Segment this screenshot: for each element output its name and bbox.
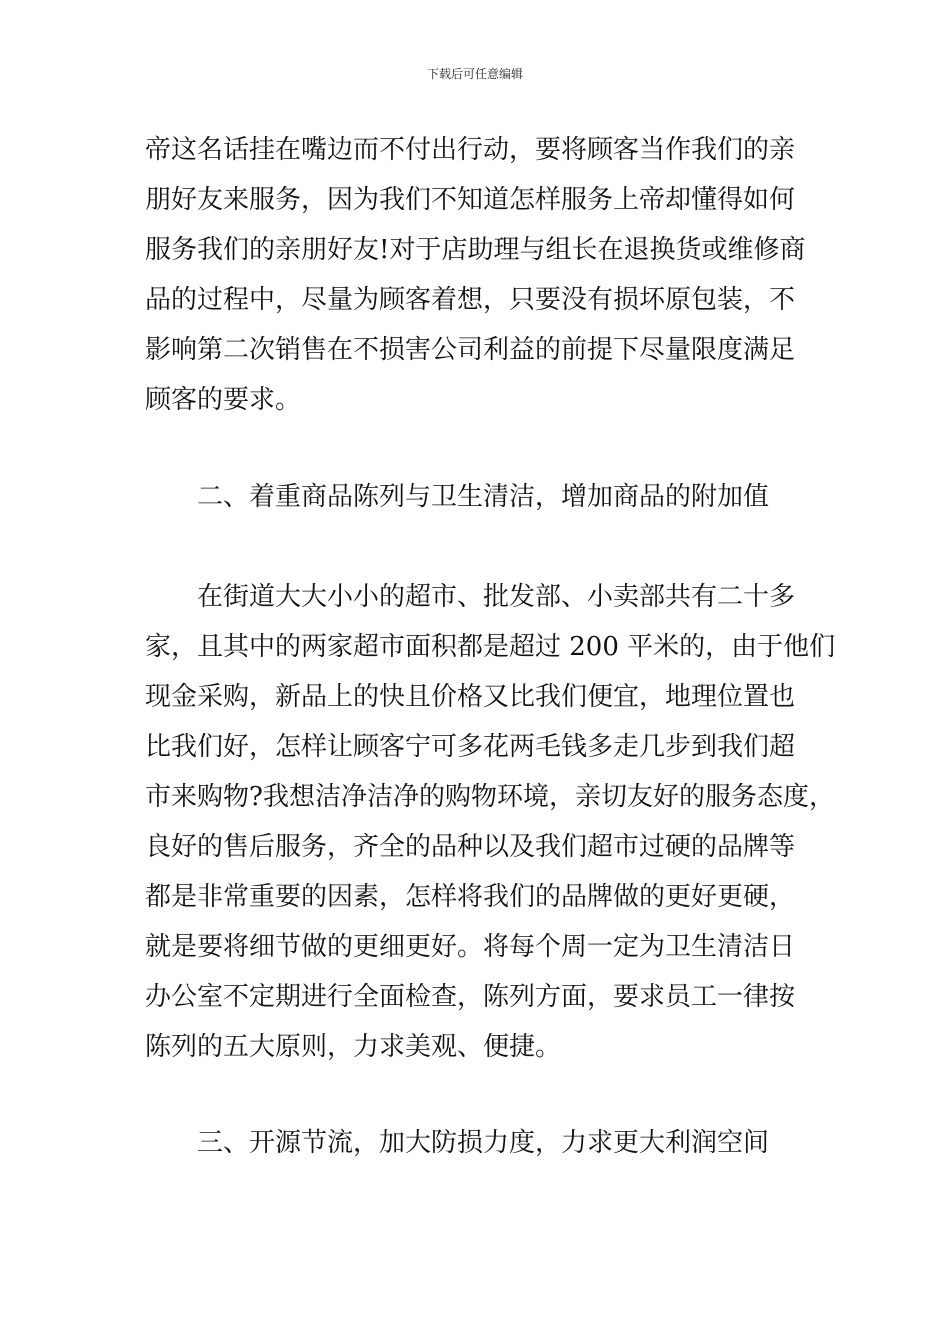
paragraph-line: 比我们好，怎样让顾客宁可多花两毛钱多走几步到我们超 xyxy=(145,732,796,762)
header-note: 下载后可任意编辑 xyxy=(426,67,523,81)
paragraph-line: 市来购物?我想洁净洁净的购物环境，亲切友好的服务态度， xyxy=(145,782,835,812)
paragraph-line: 良好的售后服务，齐全的品种以及我们超市过硬的品牌等 xyxy=(145,832,796,862)
section-heading: 三、开源节流，加大防损力度，力求更大利润空间 xyxy=(197,1128,770,1158)
paragraph-line: 顾客的要求。 xyxy=(145,385,302,415)
paragraph-line: 在街道大大小小的超市、批发部、小卖部共有二十多 xyxy=(197,582,796,612)
paragraph-line: 朋好友来服务，因为我们不知道怎样服务上帝却懂得如何 xyxy=(145,185,796,215)
paragraph-line: 家，且其中的两家超市面积都是超过 200 平米的，由于他们 xyxy=(145,632,836,662)
paragraph-line: 品的过程中，尽量为顾客着想，只要没有损坏原包装，不 xyxy=(145,285,796,315)
paragraph-line: 办公室不定期进行全面检查，陈列方面，要求员工一律按 xyxy=(145,982,796,1012)
section-heading: 二、着重商品陈列与卫生清洁，增加商品的附加值 xyxy=(197,482,770,512)
paragraph-line: 帝这名话挂在嘴边而不付出行动，要将顾客当作我们的亲 xyxy=(145,135,796,165)
paragraph-line: 就是要将细节做的更细更好。将每个周一定为卫生清洁日 xyxy=(145,932,796,962)
paragraph-line: 影响第二次销售在不损害公司利益的前提下尽量限度满足 xyxy=(145,335,796,365)
paragraph-line: 陈列的五大原则，力求美观、便捷。 xyxy=(145,1032,562,1062)
paragraph-line: 都是非常重要的因素，怎样将我们的品牌做的更好更硬， xyxy=(145,882,796,912)
paragraph-line: 现金采购，新品上的快且价格又比我们便宜，地理位置也 xyxy=(145,682,796,712)
paragraph-line: 服务我们的亲朋好友!对于店助理与组长在退换货或维修商 xyxy=(145,235,806,265)
